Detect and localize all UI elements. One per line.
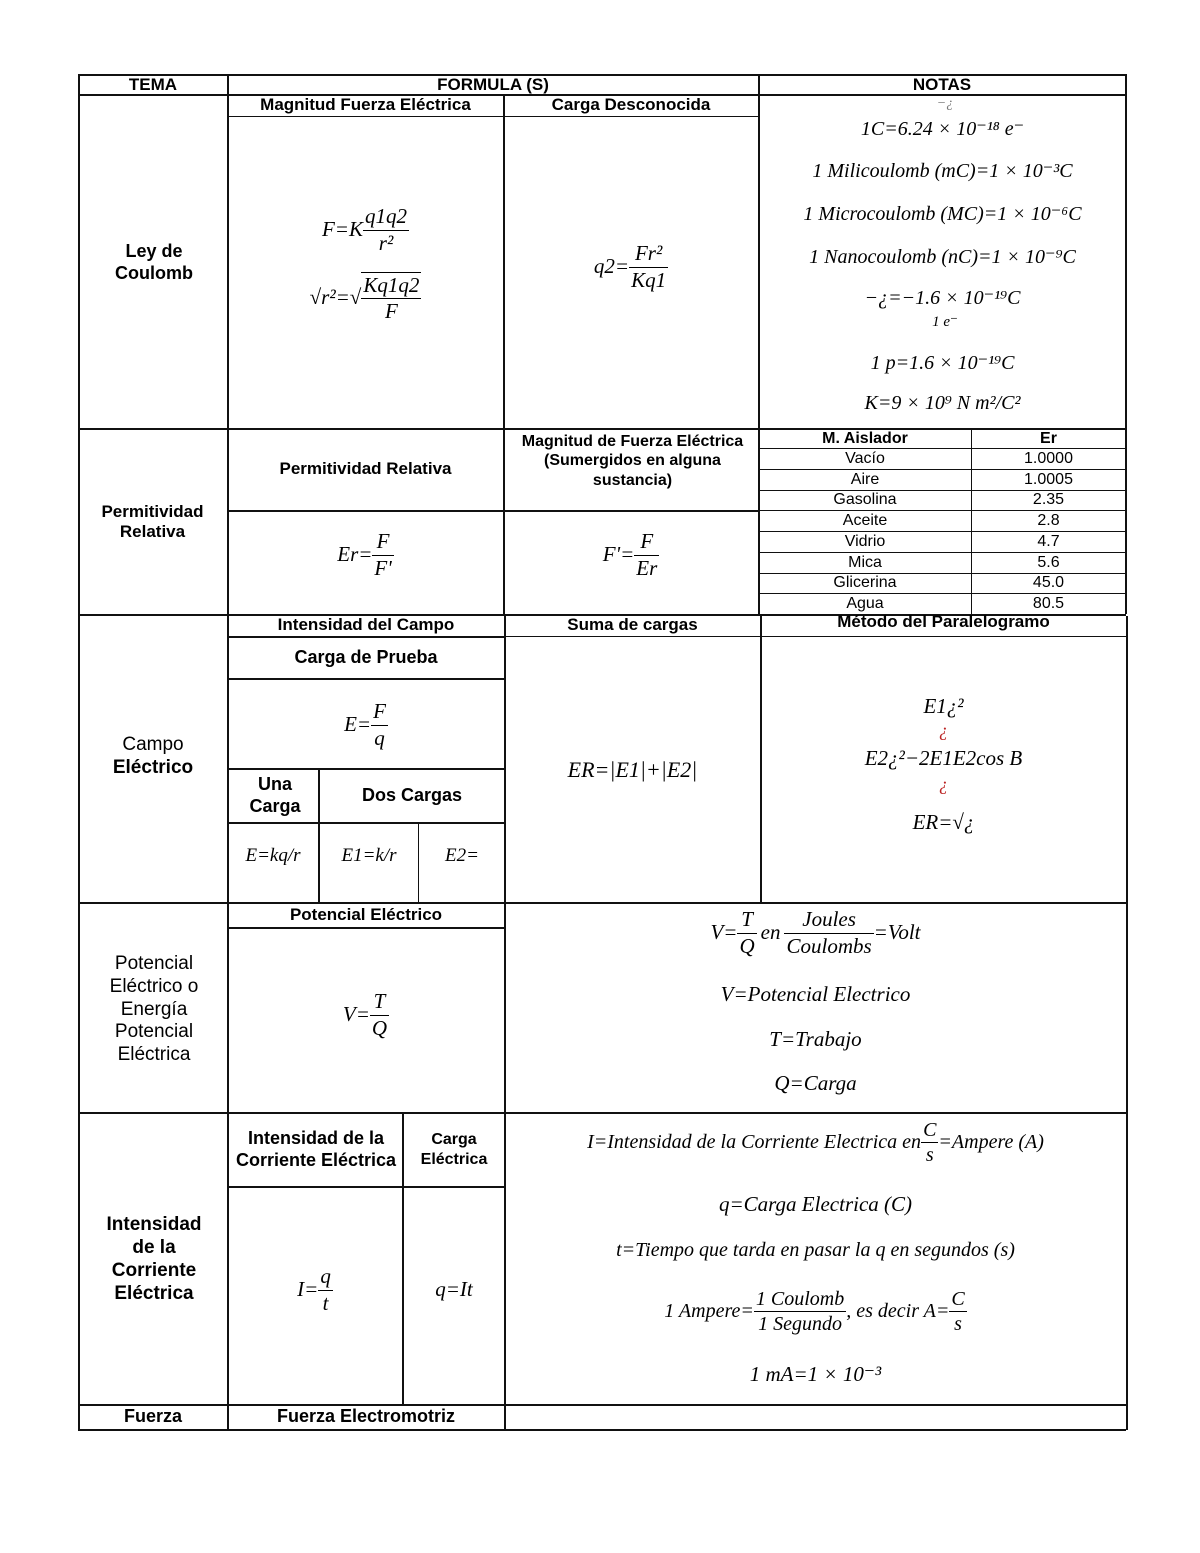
potencial-note-3: T=Trabajo bbox=[769, 1027, 862, 1051]
topic-campo-line1: Campo bbox=[122, 734, 184, 756]
coulomb-r-formula bbox=[228, 268, 503, 328]
coulomb-force-num: q1q2 bbox=[363, 204, 409, 230]
corriente-i-fraction bbox=[318, 1264, 333, 1315]
potencial-v-num: T bbox=[370, 989, 389, 1015]
potencial-note-j-den: Coulombs bbox=[786, 933, 872, 958]
coulomb-q-fraction bbox=[629, 241, 668, 292]
potencial-note-j-num: Joules bbox=[784, 907, 873, 933]
permitividad-col1-title: Permitividad Relativa bbox=[279, 459, 452, 479]
coulomb-r-lhs: √r²=√ bbox=[309, 285, 362, 310]
potencial-note-4: Q=Carga bbox=[774, 1071, 857, 1095]
coulomb-force-fraction bbox=[363, 204, 409, 255]
header-notas: NOTAS bbox=[912, 74, 972, 94]
table-cell-material: Aceite bbox=[842, 512, 888, 529]
corriente-n4-num2: C bbox=[951, 1287, 965, 1310]
corriente-i-den: t bbox=[322, 1290, 329, 1315]
table-cell-material: Vacío bbox=[845, 450, 885, 467]
campo-suma-formula: ER=|E1|+|E2| bbox=[567, 756, 698, 782]
potencial-v-den: Q bbox=[371, 1015, 388, 1040]
topic-coulomb: Ley de Coulomb bbox=[115, 241, 193, 283]
corriente-n4-fraction bbox=[754, 1287, 846, 1336]
coulomb-note-5: −¿=−1.6 × 10⁻¹⁹C bbox=[864, 287, 1021, 309]
campo-col1-title: Intensidad del Campo bbox=[277, 615, 455, 635]
table-header-aislador: M. Aislador bbox=[822, 430, 908, 447]
campo-para-line2: ¿ bbox=[939, 720, 948, 740]
topic-corriente: Intensidad de la Corriente Eléctrica bbox=[106, 1214, 202, 1304]
campo-e2-formula: E2= bbox=[445, 844, 479, 866]
topic-potencial: Potencial Eléctrico o Energía Potencial Eléctrica bbox=[109, 953, 199, 1066]
coulomb-q-lhs: q2= bbox=[593, 254, 630, 279]
coulomb-note-3: 1 Microcoulomb (MC)=1 × 10⁻⁶C bbox=[803, 203, 1082, 225]
corriente-note-5: 1 mA=1 × 10⁻³ bbox=[749, 1362, 882, 1386]
campo-una-carga: Una Carga bbox=[249, 774, 301, 816]
campo-para-line3: E2¿²−2E1E2cos B bbox=[864, 746, 1023, 770]
corriente-q-formula: q=It bbox=[435, 1277, 473, 1302]
corriente-i-formula bbox=[228, 1258, 402, 1322]
corriente-col2-title: Carga Eléctrica bbox=[420, 1131, 488, 1168]
permitividad-er-den: F' bbox=[374, 555, 392, 580]
corriente-note-3: t=Tiempo que tarda en pasar la q en segundos (s) bbox=[616, 1239, 1015, 1261]
corriente-note-2: q=Carga Electrica (C) bbox=[718, 1192, 913, 1216]
campo-para-line1: E1¿² bbox=[923, 694, 964, 718]
campo-e-formula bbox=[228, 690, 504, 760]
corriente-n4-den2: s bbox=[954, 1312, 962, 1335]
potencial-note-1 bbox=[505, 905, 1126, 961]
coulomb-force-formula bbox=[228, 200, 503, 260]
permitividad-fp-lhs: F'= bbox=[602, 542, 635, 567]
table-cell-material: Aire bbox=[850, 471, 880, 488]
table-cell-value: 1.0005 bbox=[1024, 471, 1073, 488]
campo-una-formula: E=kq/r bbox=[245, 844, 301, 866]
coulomb-force-lhs: F=K bbox=[321, 217, 363, 242]
coulomb-q-num: Fr² bbox=[629, 241, 668, 267]
corriente-n1-fraction bbox=[921, 1118, 938, 1167]
table-cell-value: 2.35 bbox=[1032, 491, 1065, 508]
header-tema: TEMA bbox=[128, 74, 178, 94]
topic-fuerza: Fuerza bbox=[123, 1406, 183, 1427]
corriente-n1-num: C bbox=[923, 1118, 937, 1141]
campo-e-fraction bbox=[371, 699, 388, 750]
permitividad-fp-den: Er bbox=[636, 555, 658, 580]
corriente-note-1 bbox=[505, 1114, 1126, 1170]
header-formula: FORMULA (S) bbox=[437, 74, 549, 94]
coulomb-r-den: F bbox=[384, 299, 398, 323]
corriente-note-4 bbox=[505, 1282, 1126, 1340]
corriente-n4-a: 1 Ampere= bbox=[664, 1300, 754, 1322]
table-cell-material: Vidrio bbox=[844, 533, 886, 550]
campo-sub-title: Carga de Prueba bbox=[294, 646, 438, 667]
permitividad-fp-num: F bbox=[634, 529, 659, 555]
table-cell-value: 45.0 bbox=[1032, 574, 1065, 591]
table-cell-value: 80.5 bbox=[1032, 595, 1065, 612]
permitividad-fp-formula bbox=[504, 525, 758, 585]
potencial-note-en: en bbox=[760, 920, 781, 945]
coulomb-q-den: Kq1 bbox=[631, 267, 667, 292]
corriente-col1-title: Intensidad de la Corriente Eléctrica bbox=[235, 1127, 397, 1170]
table-cell-material: Gasolina bbox=[833, 491, 897, 508]
corriente-n4-num: 1 Coulomb bbox=[755, 1287, 845, 1310]
table-cell-value: 1.0000 bbox=[1024, 450, 1073, 467]
potencial-note-v-lhs: V= bbox=[710, 920, 738, 945]
coulomb-note-small-top: −¿ bbox=[936, 96, 954, 111]
campo-e-num: F bbox=[371, 699, 388, 725]
potencial-note-j-fraction bbox=[784, 907, 873, 958]
campo-e-lhs: E= bbox=[344, 712, 372, 737]
table-cell-material: Glicerina bbox=[833, 574, 897, 591]
campo-e1-formula: E1=k/r bbox=[341, 844, 397, 866]
campo-col2-title: Suma de cargas bbox=[567, 615, 698, 635]
permitividad-col2-title: Magnitud de Fuerza Eléctrica (Sumergidos en alguna sustancia) bbox=[521, 433, 744, 489]
table-cell-material: Agua bbox=[846, 595, 884, 612]
potencial-note-v-fraction bbox=[737, 907, 756, 958]
table-header-er: Er bbox=[1040, 430, 1057, 447]
potencial-note-volt: =Volt bbox=[873, 920, 921, 945]
coulomb-q-formula bbox=[504, 235, 758, 299]
corriente-n4-den: 1 Segundo bbox=[758, 1312, 842, 1335]
corriente-n1-den: s bbox=[925, 1143, 934, 1166]
coulomb-force-den: r² bbox=[378, 230, 394, 255]
coulomb-note-6: 1 p=1.6 × 10⁻¹⁹C bbox=[870, 352, 1015, 374]
corriente-n1-a: I=Intensidad de la Corriente Electrica en bbox=[587, 1131, 922, 1153]
coulomb-col2-title: Carga Desconocida bbox=[551, 95, 711, 115]
campo-col3-title: Método del Paralelogramo bbox=[837, 612, 1050, 632]
corriente-i-num: q bbox=[318, 1264, 333, 1290]
potencial-col1-title: Potencial Eléctrico bbox=[289, 904, 443, 924]
coulomb-note-1: 1C=6.24 × 10⁻¹⁸ e⁻ bbox=[860, 118, 1025, 140]
topic-campo bbox=[79, 730, 227, 784]
potencial-note-v-num: T bbox=[737, 907, 756, 933]
coulomb-r-num: Kq1q2 bbox=[361, 273, 421, 299]
permitividad-er-lhs: Er= bbox=[337, 542, 373, 567]
topic-permitividad: Permitividad Relativa bbox=[101, 501, 204, 541]
table-cell-value: 2.8 bbox=[1037, 512, 1060, 529]
potencial-v-lhs: V= bbox=[342, 1002, 370, 1027]
potencial-note-2: V=Potencial Electrico bbox=[720, 982, 911, 1006]
potencial-v-fraction bbox=[370, 989, 389, 1040]
table-cell-material: Mica bbox=[848, 554, 882, 571]
coulomb-r-fraction bbox=[361, 272, 421, 324]
topic-campo-line2: Eléctrico bbox=[112, 757, 194, 778]
campo-e-den: q bbox=[374, 725, 385, 750]
potencial-note-v-den: Q bbox=[739, 933, 755, 958]
permitividad-fp-fraction bbox=[634, 529, 659, 580]
permitividad-er-fraction bbox=[372, 529, 393, 580]
campo-dos-cargas: Dos Cargas bbox=[361, 785, 463, 806]
corriente-n1-b: =Ampere (A) bbox=[938, 1131, 1044, 1153]
corriente-n4-b: , es decir A= bbox=[846, 1300, 950, 1322]
campo-para-line5: ER=√¿ bbox=[912, 810, 975, 834]
potencial-v-formula bbox=[228, 980, 504, 1050]
coulomb-col1-title: Magnitud Fuerza Eléctrica bbox=[260, 95, 471, 115]
coulomb-note-4: 1 Nanocoulomb (nC)=1 × 10⁻⁹C bbox=[809, 246, 1076, 268]
permitividad-er-num: F bbox=[372, 529, 393, 555]
coulomb-note-2: 1 Milicoulomb (mC)=1 × 10⁻³C bbox=[812, 160, 1073, 182]
table-cell-value: 5.6 bbox=[1037, 554, 1060, 571]
campo-para-line4: ¿ bbox=[939, 774, 948, 794]
corriente-i-lhs: I= bbox=[297, 1277, 319, 1302]
table-cell-value: 4.7 bbox=[1037, 533, 1060, 550]
corriente-n4-fraction2 bbox=[949, 1287, 966, 1336]
fuerza-col1-title: Fuerza Electromotriz bbox=[276, 1406, 456, 1427]
permitividad-er-formula bbox=[228, 525, 503, 585]
coulomb-note-7: K=9 × 10⁹ N m²/C² bbox=[864, 392, 1021, 414]
coulomb-note-small-e: 1 e⁻ bbox=[932, 314, 958, 330]
